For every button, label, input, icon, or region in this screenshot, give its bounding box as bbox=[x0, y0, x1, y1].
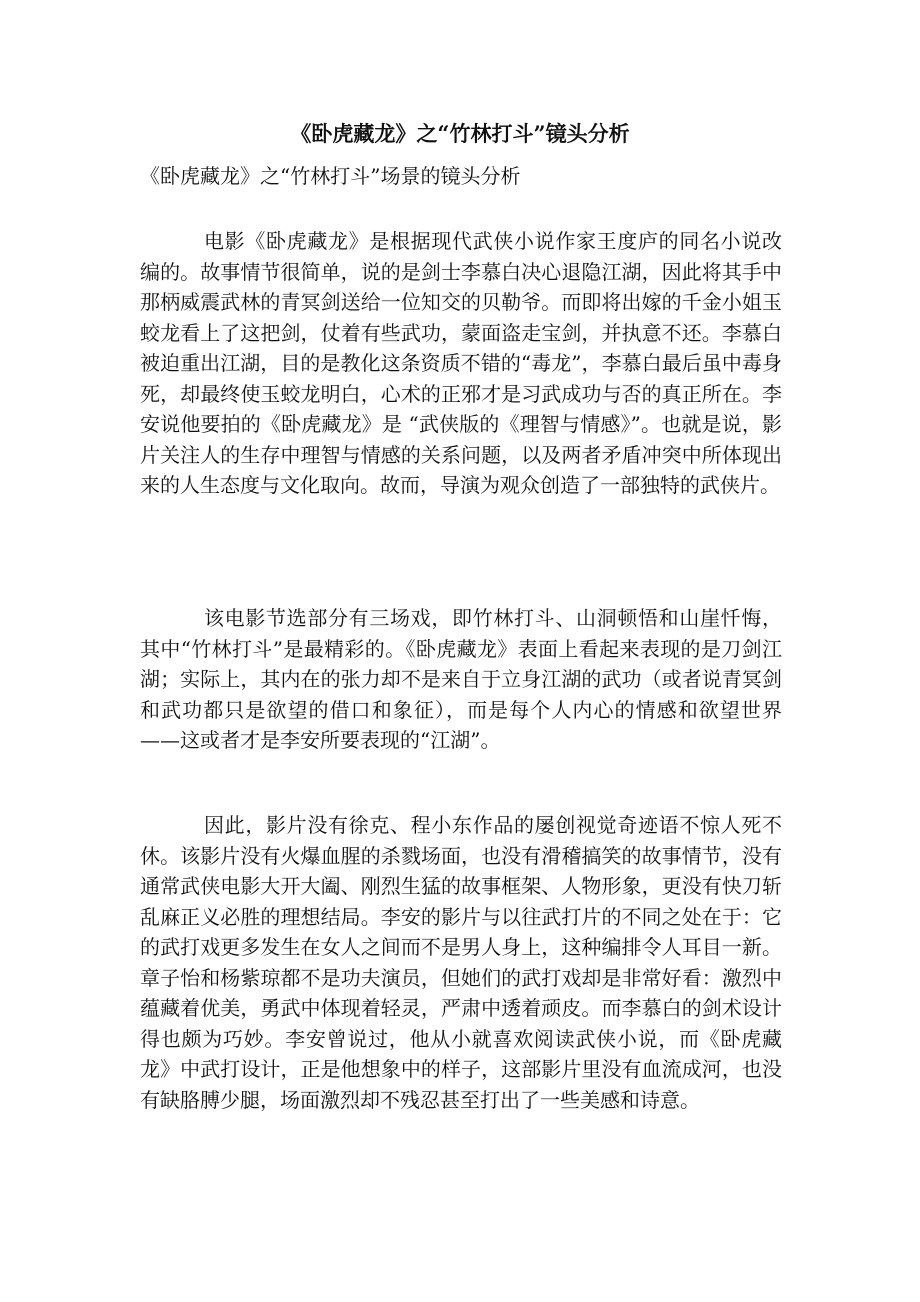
body-paragraph: 因此，影片没有徐克、程小东作品的屡创视觉奇迹语不惊人死不休。该影片没有火爆血腥的杀戮场面，也没有滑稽搞笑的故事情节，没有通常武侠电影大开大阖、刚烈生猛的故事框架、人物形象，更没有快刀斩乱麻正义必胜的理想结局。李安的影片与以往武打片的不同之处在于：它的武打戏更多发生在女人之间而不是男人身上，这种编排令人耳目一新。章子怡和杨紫琼都不是功夫演员，但她们的武打戏却是非常好看：激烈中蕴藏着优美，勇武中体现着轻灵，严肃中透着顽皮。而李慕白的剑术设计得也颇为巧妙。李安曾说过，他从小就喜欢阅读武侠小说，而《卧虎藏龙》中武打设计，正是他想象中的样子，这部影片里没有血流成河，也没有缺胳膊少腿，场面激烈却不残忍甚至打出了一些美感和诗意。 bbox=[140, 813, 782, 1112]
document-title: 《卧虎藏龙》之“竹林打斗”镜头分析 bbox=[290, 121, 630, 146]
body-paragraph: 电影《卧虎藏龙》是根据现代武侠小说作家王度庐的同名小说改编的。故事情节很简单，说的是剑士李慕白决心退隐江湖，因此将其手中那柄威震武林的青冥剑送给一位知交的贝勒爷。而即将出嫁的千金小姐玉蛟龙看上了这把剑，仗着有些武功，蒙面盗走宝剑，并执意不还。李慕白被迫重出江湖，目的是教化这条资质不错的“毒龙”，李慕白最后虽中毒身死，却最终使玉蛟龙明白，心术的正邪才是习武成功与否的真正所在。李安说他要拍的《卧虎藏龙》是 “武侠版的《理智与情感》”。也就是说，影片关注人的生存中理智与情感的关系问题，以及两者矛盾冲突中所体现出来的人生态度与文化取向。故而，导演为观众创造了一部独特的武侠片。 bbox=[140, 229, 782, 497]
body-paragraph: 该电影节选部分有三场戏，即竹林打斗、山洞顿悟和山崖忏悔，其中“竹林打斗”是最精彩的。《卧虎藏龙》表面上看起来表现的是刀剑江湖；实际上，其内在的张力却不是来自于立身江湖的武功（或者说青冥剑和武功都只是欲望的借口和象征），而是每个人内心的情感和欲望世界——这或者才是李安所要表现的“江湖”。 bbox=[140, 606, 782, 752]
document-subtitle: 《卧虎藏龙》之“竹林打斗”场景的镜头分析 bbox=[140, 164, 521, 188]
